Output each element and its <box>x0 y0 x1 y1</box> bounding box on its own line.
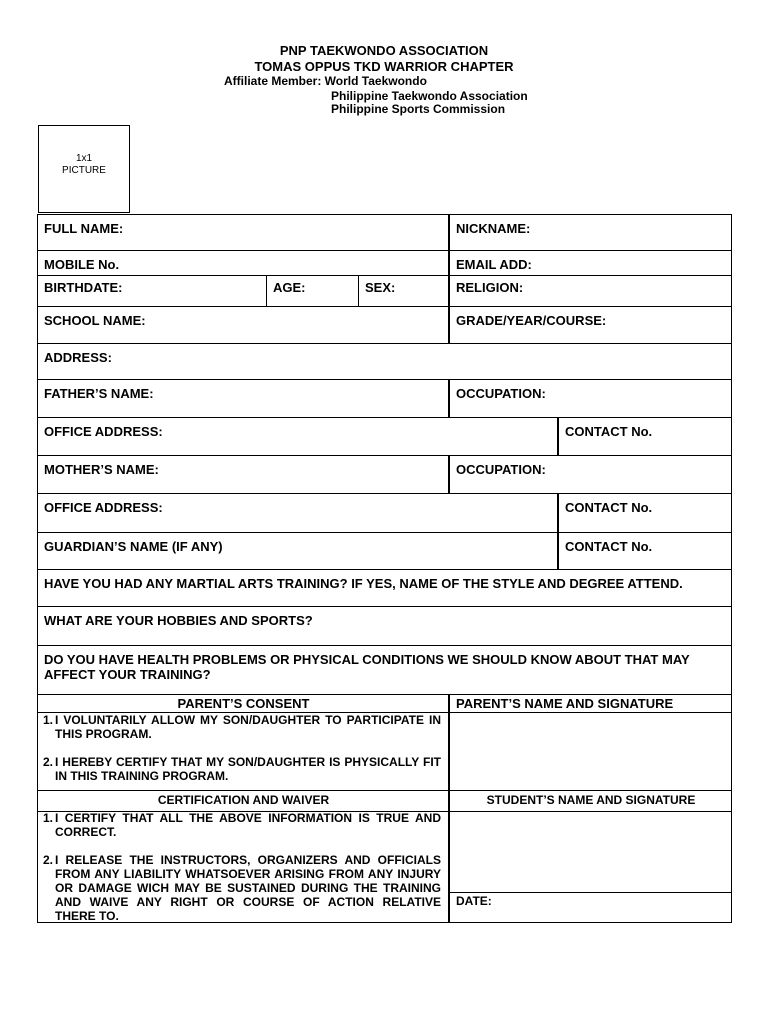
father-office-field[interactable] <box>37 417 558 456</box>
religion-label: RELIGION: <box>456 280 524 295</box>
photo-size-label: 1x1 <box>75 153 93 164</box>
waiver-header <box>37 790 449 812</box>
school-label: SCHOOL NAME: <box>44 313 146 328</box>
hobbies-field[interactable] <box>37 606 732 646</box>
mobile-label: MOBILE No. <box>44 257 120 272</box>
guardian-contact-label: CONTACT No. <box>565 539 653 554</box>
father-name-label: FATHER’S NAME: <box>44 386 154 401</box>
parent-signature-header <box>449 694 732 713</box>
affiliate-line-1: Affiliate Member: World Taekwondo <box>224 74 427 88</box>
student-signature-header <box>449 790 732 812</box>
consent-item-1 <box>43 713 441 741</box>
guardian-name-field[interactable] <box>37 532 558 570</box>
mother-contact-label: CONTACT No. <box>565 500 653 515</box>
waiver-item-2-text: I RELEASE THE INSTRUCTORS, ORGANIZERS AND OFFICIALS FROM ANY LIABILITY WHATSOEVER ARISING FROM ANY INJURY OR DAMAGE WICH MAY BE SUSTAINED DURING THE TRAINING AND WAIVE ANY RIGHT OR COURSE OF ACTION RELATIVE THERE TO. <box>55 853 441 923</box>
photo-label: PICTURE <box>62 165 106 176</box>
parent-signature-field[interactable] <box>449 712 732 791</box>
waiver-item-2 <box>43 853 441 923</box>
org-title: PNP TAEKWONDO ASSOCIATION <box>279 43 489 58</box>
martial-arts-field[interactable] <box>37 569 732 607</box>
parent-signature-label: PARENT’S NAME AND SIGNATURE <box>456 696 674 711</box>
waiver-list <box>43 811 441 923</box>
hobbies-question: WHAT ARE YOUR HOBBIES AND SPORTS? <box>44 613 313 628</box>
mother-occupation-label: OCCUPATION: <box>456 462 546 477</box>
age-field[interactable] <box>266 275 359 307</box>
mother-name-field[interactable] <box>37 455 449 494</box>
mother-contact-field[interactable] <box>558 493 732 533</box>
consent-list <box>43 713 441 783</box>
consent-item-2-num: 2. <box>43 755 54 769</box>
full-name-field[interactable] <box>37 214 449 251</box>
parent-consent-header <box>37 694 449 713</box>
mother-office-field[interactable] <box>37 493 558 533</box>
email-field[interactable] <box>449 250 732 276</box>
sex-label: SEX: <box>365 280 396 295</box>
age-label: AGE: <box>273 280 306 295</box>
mobile-field[interactable] <box>37 250 449 276</box>
email-label: EMAIL ADD: <box>456 257 532 272</box>
grade-label: GRADE/YEAR/COURSE: <box>456 313 607 328</box>
mother-occupation-field[interactable] <box>449 455 732 494</box>
father-contact-field[interactable] <box>558 417 732 456</box>
health-field[interactable] <box>37 645 732 695</box>
grade-field[interactable] <box>449 306 732 344</box>
date-label: DATE: <box>456 894 492 908</box>
student-signature-field[interactable] <box>449 811 732 893</box>
father-name-field[interactable] <box>37 379 449 418</box>
school-field[interactable] <box>37 306 449 344</box>
waiver-title: CERTIFICATION AND WAIVER <box>157 793 330 807</box>
student-signature-label: STUDENT’S NAME AND SIGNATURE <box>486 793 696 807</box>
health-question: DO YOU HAVE HEALTH PROBLEMS OR PHYSICAL CONDITIONS WE SHOULD KNOW ABOUT THAT MAY AFFECT YOUR TRAINING? <box>44 652 690 682</box>
birthdate-label: BIRTHDATE: <box>44 280 123 295</box>
sex-field[interactable] <box>358 275 449 307</box>
guardian-name-label: GUARDIAN’S NAME (IF ANY) <box>44 539 223 554</box>
father-office-label: OFFICE ADDRESS: <box>44 424 163 439</box>
waiver-item-1-num: 1. <box>43 811 54 825</box>
nickname-label: NICKNAME: <box>456 221 531 236</box>
nickname-field[interactable] <box>449 214 732 251</box>
guardian-contact-field[interactable] <box>558 532 732 570</box>
waiver-item-1-text: I CERTIFY THAT ALL THE ABOVE INFORMATION IS TRUE AND CORRECT. <box>55 811 441 839</box>
consent-item-2-text: I HEREBY CERTIFY THAT MY SON/DAUGHTER IS PHYSICALLY FIT IN THIS TRAINING PROGRAM. <box>55 755 441 783</box>
consent-item-1-text: I VOLUNTARILY ALLOW MY SON/DAUGHTER TO PARTICIPATE IN THIS PROGRAM. <box>55 713 441 741</box>
chapter-title: TOMAS OPPUS TKD WARRIOR CHAPTER <box>254 59 514 74</box>
waiver-item-2-num: 2. <box>43 853 54 867</box>
date-field[interactable] <box>449 892 732 923</box>
birthdate-field[interactable] <box>37 275 267 307</box>
mother-office-label: OFFICE ADDRESS: <box>44 500 163 515</box>
waiver-item-1 <box>43 811 441 839</box>
martial-arts-question: HAVE YOU HAD ANY MARTIAL ARTS TRAINING? IF YES, NAME OF THE STYLE AND DEGREE ATTEND. <box>44 576 683 591</box>
parent-consent-title: PARENT’S CONSENT <box>177 696 310 711</box>
photo-box[interactable] <box>38 125 130 213</box>
address-label: ADDRESS: <box>44 350 112 365</box>
affiliate-line-2: Philippine Taekwondo Association <box>331 89 528 103</box>
address-field[interactable] <box>37 343 732 380</box>
full-name-label: FULL NAME: <box>44 221 124 236</box>
consent-item-1-num: 1. <box>43 713 54 727</box>
mother-name-label: MOTHER’S NAME: <box>44 462 159 477</box>
consent-item-2 <box>43 755 441 783</box>
religion-field[interactable] <box>449 275 732 307</box>
father-occupation-label: OCCUPATION: <box>456 386 546 401</box>
affiliate-line-3: Philippine Sports Commission <box>331 102 506 116</box>
father-occupation-field[interactable] <box>449 379 732 418</box>
father-contact-label: CONTACT No. <box>565 424 653 439</box>
